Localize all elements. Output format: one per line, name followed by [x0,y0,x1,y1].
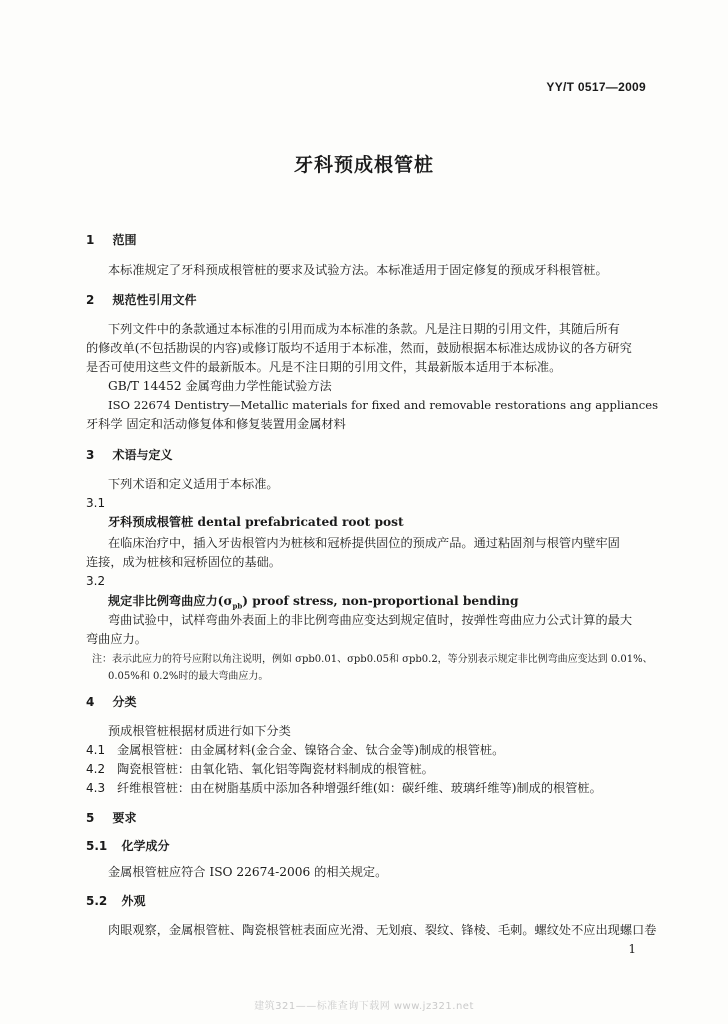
clause-5-1-heading [86,838,169,854]
section-4-heading [86,694,137,710]
section-2-paragraph-line: 是否可使用这些文件的最新版本。凡是不注日期的引用文件，其最新版本适用于本标准。 [86,360,562,374]
section-title: 要求 [112,811,137,825]
clause-3-1-number: 3.1 [86,496,106,510]
term-3-1: 牙科预成根管桩 dental prefabricated root post [108,515,404,529]
section-number: 5 [86,811,95,825]
section-number: 3 [86,448,95,462]
reference-iso-22674-cn: 牙科学 固定和活动修复体和修复装置用金属材料 [86,417,346,431]
item-text: 陶瓷根管桩：由氧化锆、氧化铝等陶瓷材料制成的根管桩。 [116,762,434,776]
section-2-paragraph-line: 的修改单(不包括勘误的内容)或修订版均不适用于本标准，然而，鼓励根据本标准达成协议的各方研究 [86,341,632,355]
term-3-2-definition: 弯曲试验中，试样弯曲外表面上的非比例弯曲应变达到规定值时，按弹性弯曲应力公式计算的最大 [108,613,633,627]
item-number: 4.2 [86,762,106,776]
page-number: 1 [628,942,636,956]
section-number: 2 [86,293,95,307]
item-number: 4.1 [86,743,106,757]
clause-5-2-paragraph: 肉眼观察，金属根管桩、陶瓷根管桩表面应光滑、无划痕、裂纹、锋棱、毛刺。螺纹处不应出现螺口卷 [108,923,657,937]
section-title: 分类 [112,695,137,709]
footer-watermark: 建筑321——标准查询下载网 www.jz321.net [254,1001,474,1012]
clause-5-2-heading [86,893,145,909]
term-3-1-definition: 连接，成为桩核和冠桥固位的基础。 [86,555,281,569]
note-line: 注：表示此应力的符号应附以角注说明，例如 σpb0.01、σpb0.05和 σpb0.2，等分别表示规定非比例弯曲应变达到 0.01%、 [92,654,653,665]
clause-title: 外观 [121,894,146,908]
note-line: 0.05%和 0.2%时的最大弯曲应力。 [108,671,269,682]
section-title: 术语与定义 [112,448,173,462]
term-3-1-definition: 在临床治疗中，插入牙齿根管内为桩核和冠桥提供固位的预成产品。通过粘固剂与根管内壁牢固 [108,536,620,550]
item-text: 纤维根管桩：由在树脂基质中添加各种增强纤维(如：碳纤维、玻璃纤维等)制成的根管桩。 [116,781,602,795]
term-3-2-subscript: pb [232,601,243,611]
standard-code: YY/T 0517—2009 [546,80,646,94]
classification-item [86,761,434,777]
term-3-2-definition: 弯曲应力。 [86,632,147,646]
clause-title: 化学成分 [121,839,170,853]
term-3-2-prefix: 规定非比例弯曲应力(σ [108,594,233,608]
section-4-intro: 预成根管桩根据材质进行如下分类 [108,724,291,738]
section-1-heading [86,232,137,248]
section-3-intro: 下列术语和定义适用于本标准。 [108,477,279,491]
section-5-heading [86,810,137,826]
section-number: 4 [86,695,95,709]
reference-iso-22674: ISO 22674 Dentistry—Metallic materials for fixed and removable restorations ang appliances [108,398,659,412]
section-title: 范围 [112,233,137,247]
item-number: 4.3 [86,781,106,795]
section-number: 1 [86,233,95,247]
section-2-paragraph-line: 下列文件中的条款通过本标准的引用而成为本标准的条款。凡是注日期的引用文件，其随后所有 [108,322,620,336]
section-title: 规范性引用文件 [112,293,197,307]
term-3-2-suffix: ) proof stress, non-proportional bending [242,594,519,608]
reference-gbt-14452: GB/T 14452 金属弯曲力学性能试验方法 [108,379,332,393]
classification-item [86,742,504,758]
section-2-heading [86,292,197,308]
item-text: 金属根管桩：由金属材料(金合金、镍铬合金、钛合金等)制成的根管桩。 [116,743,505,757]
section-3-heading [86,447,173,463]
clause-number: 5.2 [86,894,108,908]
clause-number: 5.1 [86,839,108,853]
section-1-paragraph: 本标准规定了牙科预成根管桩的要求及试验方法。本标准适用于固定修复的预成牙科根管桩。 [108,263,608,277]
clause-5-1-paragraph: 金属根管桩应符合 ISO 22674-2006 的相关规定。 [108,865,388,879]
classification-item [86,780,602,796]
document-title: 牙科预成根管桩 [293,154,434,176]
clause-3-2-number: 3.2 [86,574,106,588]
